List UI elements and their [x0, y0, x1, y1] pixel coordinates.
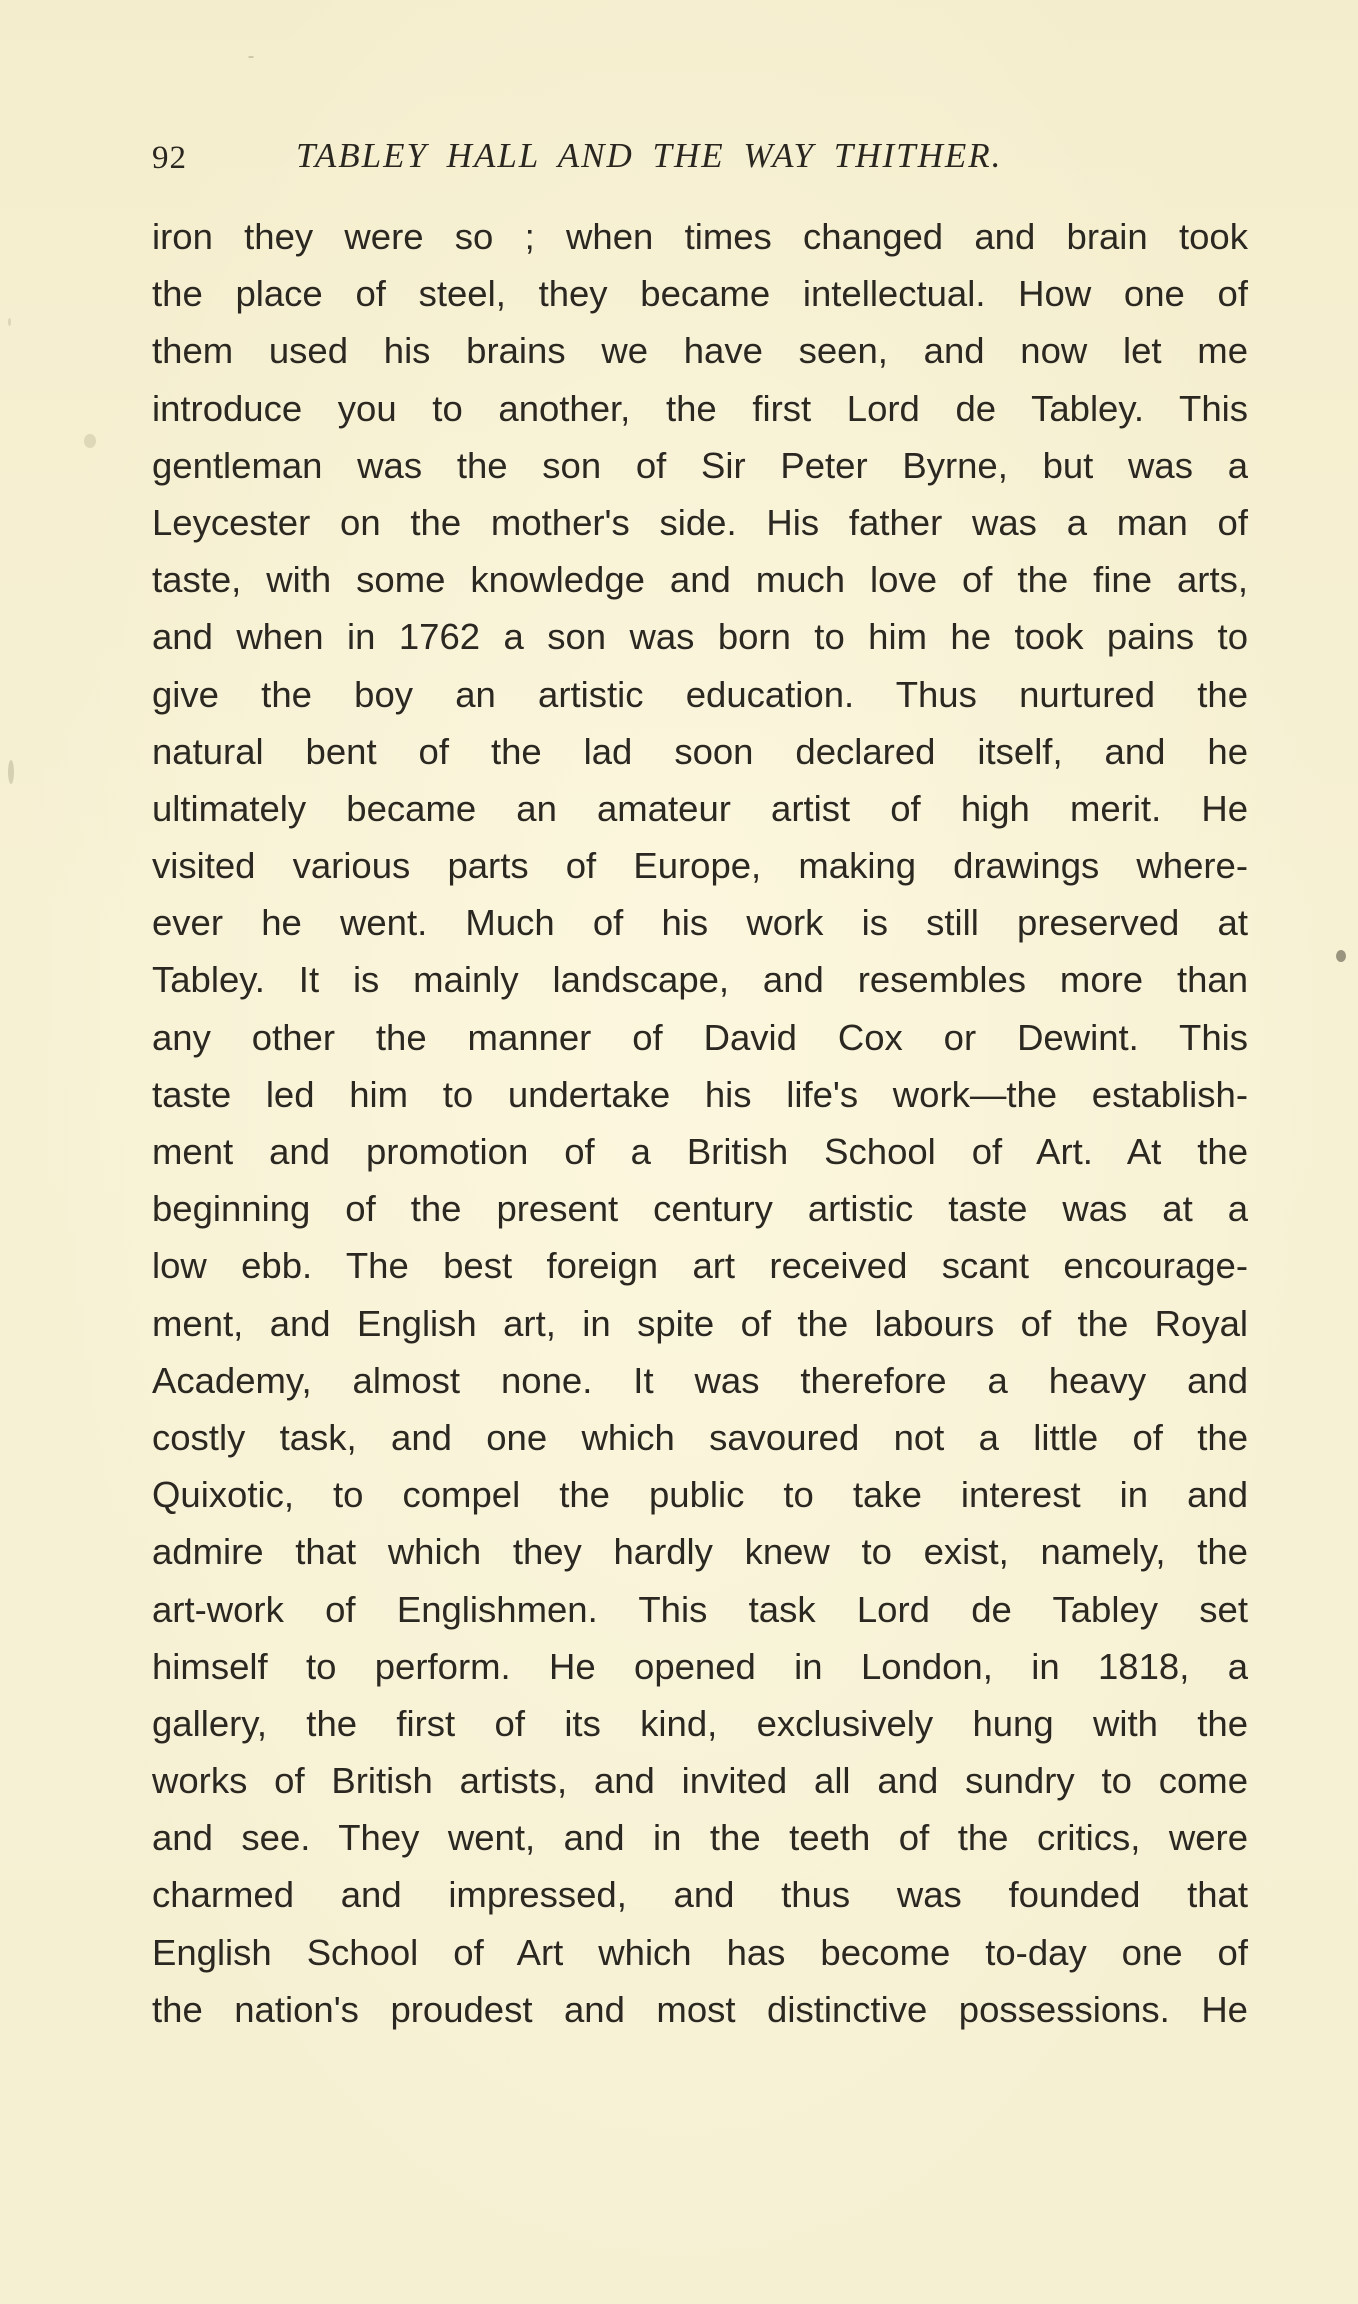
body-text [152, 208, 1248, 2038]
text-line: visited various parts of Europe, making drawings where- [152, 845, 1248, 887]
paper-speck [248, 56, 254, 58]
page-header [152, 136, 1252, 184]
text-line: admire that which they hardly knew to exist, namely, the [152, 1531, 1248, 1573]
text-line: ment, and English art, in spite of the labours of the Royal [152, 1302, 1248, 1344]
text-line: them used his brains we have seen, and now let me [152, 330, 1248, 372]
text-line: taste, with some knowledge and much love of the fine arts, [152, 559, 1248, 601]
text-line: art-work of Englishmen. This task Lord de Tabley set [152, 1588, 1248, 1630]
running-title: TABLEY HALL AND THE WAY THITHER. [296, 136, 1003, 175]
text-line: iron they were so ; when times changed and brain took [152, 216, 1248, 257]
text-line: and see. They went, and in the teeth of the critics, were [152, 1817, 1248, 1859]
text-line: Academy, almost none. It was therefore a heavy and [152, 1359, 1248, 1401]
text-line: charmed and impressed, and thus was founded that [152, 1874, 1248, 1916]
paper-speck [84, 434, 96, 448]
text-line: English School of Art which has become to-day one of [152, 1931, 1248, 1973]
paper-speck [1336, 950, 1346, 962]
text-line: costly task, and one which savoured not a little of the [152, 1416, 1248, 1458]
text-line: introduce you to another, the first Lord de Tabley. This [152, 387, 1248, 429]
text-line: natural bent of the lad soon declared itself, and he [152, 730, 1248, 772]
text-line: the place of steel, they became intellectual. How one of [152, 273, 1248, 315]
text-line: gallery, the first of its kind, exclusively hung with the [152, 1702, 1248, 1744]
text-line: himself to perform. He opened in London, in 1818, a [152, 1645, 1248, 1687]
text-line: low ebb. The best foreign art received scant encourage- [152, 1245, 1248, 1287]
text-line: the nation's proudest and most distinctive possessions. He [152, 1988, 1248, 2030]
text-line: give the boy an artistic education. Thus nurtured the [152, 673, 1248, 715]
page-number: 92 [152, 140, 187, 176]
text-line: Tabley. It is mainly landscape, and resembles more than [152, 959, 1248, 1001]
text-line: any other the manner of David Cox or Dewint. This [152, 1016, 1248, 1058]
text-line: taste led him to undertake his life's work—the establish- [152, 1073, 1248, 1115]
paper-speck [8, 318, 11, 326]
text-line: and when in 1762 a son was born to him he took pains to [152, 616, 1248, 658]
text-line: ultimately became an amateur artist of high merit. He [152, 787, 1248, 829]
text-line: beginning of the present century artistic taste was at a [152, 1188, 1248, 1230]
text-line: Quixotic, to compel the public to take interest in and [152, 1474, 1248, 1516]
paper-speck [8, 760, 14, 784]
text-line: ment and promotion of a British School of Art. At the [152, 1131, 1248, 1172]
text-line: gentleman was the son of Sir Peter Byrne, but was a [152, 444, 1248, 486]
text-line: Leycester on the mother's side. His father was a man of [152, 501, 1248, 543]
text-line: ever he went. Much of his work is still preserved at [152, 902, 1248, 944]
text-line: works of British artists, and invited all and sundry to come [152, 1760, 1248, 1802]
